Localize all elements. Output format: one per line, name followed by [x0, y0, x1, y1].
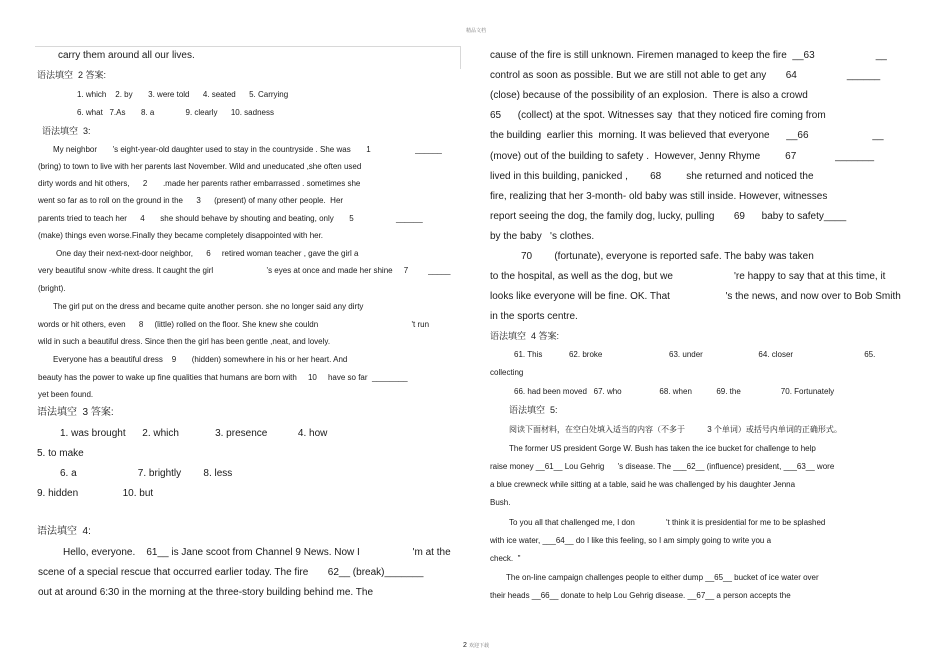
answer-line: 6. a 7. brightly 8. less [60, 468, 233, 479]
paragraph-line: their heads __66__ donate to help Lou Gehrig disease. __67__ a person accepts the [490, 591, 791, 600]
paragraph-line: Everyone has a beautiful dress 9 (hidden) somewhere in his or her heart. And [53, 355, 348, 364]
paragraph-line: carry them around all our lives. [58, 50, 195, 61]
page-footer: 欢迎下载 [469, 643, 490, 649]
paragraph-line: (bright). [38, 284, 66, 293]
paragraph-line: in the sports centre. [490, 311, 578, 322]
paragraph-line: with ice water, ___64__ do I like this feeling, so I am simply going to write you a [490, 536, 772, 545]
paragraph-line: a blue crewneck while sitting at a table, said he was challenged by his daughter Jenna [490, 480, 796, 489]
answer-line: 6. what 7.As 8. a 9. clearly 10. sadness [77, 108, 274, 117]
section-heading: 语法填空 5: [509, 405, 558, 415]
paragraph-line: fire, realizing that her 3-month- old baby was still inside. However, witnesses [490, 191, 828, 202]
answer-line: 66. had been moved 67. who 68. when 69. the 70. Fortunately [514, 387, 835, 396]
paragraph-line: The on-line campaign challenges people to either dump __65__ bucket of ice water over [506, 573, 819, 582]
section-heading: 语法填空 3: [42, 126, 91, 136]
instruction-line: 阅读下面材料，在空白处填入适当的内容（不多于 3 个单词）或括号内单词的正确形式。 [509, 425, 842, 434]
section-heading: 语法填空 3 答案: [37, 407, 114, 418]
paragraph-line: wild in such a beautiful dress. Since then the girl has been gentle ,neat, and lovely. [38, 337, 331, 346]
paragraph-line: check. " [490, 554, 521, 563]
paragraph-line: (bring) to town to live with her parents last November. Wild and uneducated ,she often used [38, 162, 362, 171]
paragraph-line: To you all that challenged me, I don 't think it is presidential for me to be splashed [509, 518, 826, 527]
paragraph-line: The girl put on the dress and became quite another person. she no longer said any dirty [53, 302, 364, 311]
page-number: 2 [463, 642, 467, 649]
paragraph-line: dirty words and hit others, 2 .made her parents rather embarrassed . sometimes she [38, 179, 361, 188]
paragraph-line: yet been found. [38, 390, 94, 399]
paragraph-line: went so far as to roll on the ground in the 3 (present) of many other people. Her [38, 196, 344, 205]
paragraph-line: 65 (collect) at the spot. Witnesses say that they noticed fire coming from [490, 110, 826, 121]
paragraph-line: raise money __61__ Lou Gehrig 's disease. The ___62__ (influence) president, ___63__ wore [490, 462, 835, 471]
section-heading: 语法填空 4 答案: [490, 331, 560, 341]
page-header: 精品文档 [466, 28, 487, 34]
paragraph-line: report seeing the dog, the family dog, lucky, pulling 69 baby to safety____ [490, 211, 847, 222]
answer-line: 1. which 2. by 3. were told 4. seated 5. Carrying [77, 90, 289, 99]
paragraph-line: control as soon as possible. But we are still not able to get any 64 ______ [490, 70, 881, 81]
paragraph-line: beauty has the power to wake up fine qualities that humans are born with 10 have so far ________ [38, 373, 408, 382]
section-heading: 语法填空 2 答案: [37, 70, 107, 80]
paragraph-line: Hello, everyone. 61__ is Jane scoot from Channel 9 News. Now I 'm at the [63, 547, 451, 558]
paragraph-line: the building earlier this morning. It was believed that everyone __66 __ [490, 130, 884, 141]
answer-line: 61. This 62. broke 63. under 64. closer 65. [514, 350, 876, 359]
paragraph-line: by the baby 's clothes. [490, 231, 595, 242]
paragraph-line: out at around 6:30 in the morning at the three-story building behind me. The [38, 587, 374, 598]
paragraph-line: scene of a special rescue that occurred earlier today. The fire 62__ (break)_______ [38, 567, 424, 578]
paragraph-line: lived in this building, panicked , 68 she returned and noticed the [490, 171, 814, 182]
paragraph-line: cause of the fire is still unknown. Firemen managed to keep the fire __63 __ [490, 50, 887, 61]
paragraph-line: to the hospital, as well as the dog, but we 're happy to say that at this time, it [490, 271, 886, 282]
section-heading: 语法填空 4: [37, 526, 91, 537]
paragraph-line: Bush. [490, 498, 511, 507]
paragraph-line: One day their next-next-door neighbor, 6 retired woman teacher , gave the girl a [56, 249, 359, 258]
paragraph-line: (make) things even worse.Finally they became completely disappointed with her. [38, 231, 324, 240]
paragraph-line: very beautiful snow -white dress. It caught the girl 's eyes at once and made her shine 7 _____ [38, 266, 451, 275]
paragraph-line: 70 (fortunate), everyone is reported safe. The baby was taken [521, 251, 814, 262]
answer-line: 5. to make [37, 448, 84, 459]
answer-line: 1. was brought 2. which 3. presence 4. how [60, 428, 328, 439]
paragraph-line: (move) out of the building to safety . However, Jenny Rhyme 67 _______ [490, 151, 875, 162]
paragraph-line: The former US president Gorge W. Bush has taken the ice bucket for challenge to help [509, 444, 816, 453]
paragraph-line: words or hit others, even 8 (little) rolled on the floor. She knew she couldn 't run [38, 320, 430, 329]
answer-line: 9. hidden 10. but [37, 488, 154, 499]
answer-line: collecting [490, 368, 524, 377]
paragraph-line: looks like everyone will be fine. OK. That 's the news, and now over to Bob Smith [490, 291, 901, 302]
paragraph-line: parents tried to teach her 4 she should behave by shouting and beating, only 5 ______ [38, 214, 423, 223]
paragraph-line: My neighbor 's eight-year-old daughter used to stay in the countryside . She was 1 ______ [53, 145, 442, 154]
paragraph-line: (close) because of the possibility of an explosion. There is also a crowd [490, 90, 808, 101]
